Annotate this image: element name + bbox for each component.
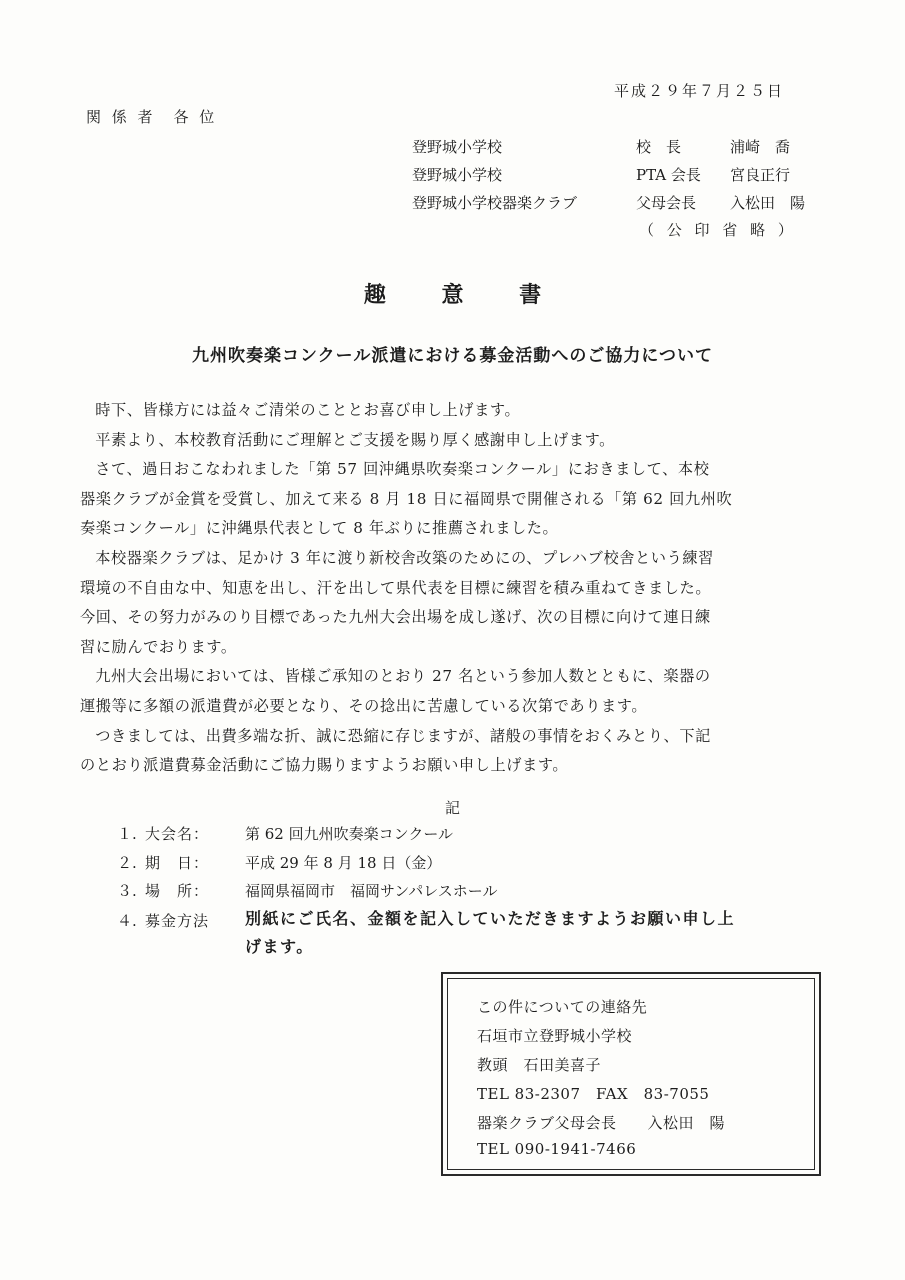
contact-tel-fax: TEL 83-2307 FAX 83-7055 bbox=[477, 1085, 710, 1103]
sender-name: 入松田 陽 bbox=[730, 194, 806, 212]
sender-name: 宮良正行 bbox=[730, 166, 791, 184]
ki-heading: 記 bbox=[444, 799, 460, 817]
item-label: 募金方法 bbox=[145, 912, 210, 930]
item-label: 大会名： bbox=[145, 825, 210, 843]
document-title: 趣 意 書 bbox=[363, 282, 566, 308]
item-value bbox=[245, 905, 735, 961]
item-value: 第 62 回九州吹奏楽コンクール bbox=[245, 825, 454, 843]
sender-name: 浦崎 喬 bbox=[730, 138, 791, 156]
body-text bbox=[80, 396, 830, 781]
addressee: 関 係 者 各 位 bbox=[86, 108, 218, 126]
body-line: 本校器楽クラブは、足かけ 3 年に渡り新校舎改築のためにの、プレハブ校舎という練習 bbox=[95, 548, 714, 567]
contact-person: 教頭 石田美喜子 bbox=[477, 1056, 602, 1074]
body-line: 奏楽コンクール」に沖縄県代表として 8 年ぶりに推薦されました。 bbox=[80, 519, 559, 538]
sender-role: 校 長 bbox=[636, 138, 682, 156]
item-label: 期 日： bbox=[145, 854, 210, 872]
sender-role: 父母会長 bbox=[636, 194, 697, 212]
sender-org: 登野城小学校器楽クラブ bbox=[412, 194, 578, 212]
body-line: 環境の不自由な中、知恵を出し、汗を出して県代表を目標に練習を積み重ねてきました。 bbox=[80, 578, 712, 597]
seal-omitted-note: （ 公 印 省 略 ） bbox=[639, 221, 797, 239]
body-line: 習に励んでおります。 bbox=[80, 637, 237, 656]
contact-heading: この件についての連絡先 bbox=[477, 998, 648, 1016]
body-line: 平素より、本校教育活動にご理解とご支援を賜り厚く感謝申し上げます。 bbox=[95, 430, 615, 449]
item-number: １. bbox=[117, 825, 137, 843]
item-value-line: 別紙にご氏名、金額を記入していただきますようお願い申し上 bbox=[245, 909, 736, 928]
item-value: 平成 29 年 8 月 18 日（金） bbox=[245, 854, 442, 872]
sender-role: PTA 会長 bbox=[636, 166, 701, 184]
body-line: 運搬等に多額の派遣費が必要となり、その捻出に苦慮している次第であります。 bbox=[80, 696, 648, 715]
document-date: 平成２９年７月２５日 bbox=[614, 82, 785, 100]
body-line: 時下、皆様方には益々ご清栄のこととお喜び申し上げます。 bbox=[95, 401, 521, 419]
contact-school: 石垣市立登野城小学校 bbox=[477, 1027, 633, 1045]
contact-club: 器楽クラブ父母会長 入松田 陽 bbox=[477, 1114, 726, 1132]
sender-org: 登野城小学校 bbox=[412, 138, 503, 156]
body-line: 器楽クラブが金賞を受賞し、加えて来る 8 月 18 日に福岡県で開催される「第 62 回九州吹 bbox=[80, 489, 733, 508]
body-line: さて、過日おこなわれました「第 57 回沖縄県吹奏楽コンクール」におきまして、本校 bbox=[95, 460, 710, 479]
body-line: つきましては、出費多端な折、誠に恐縮に存じますが、諸般の事情をおくみとり、下記 bbox=[95, 726, 711, 745]
contact-box bbox=[441, 972, 821, 1176]
item-value-line: げます。 bbox=[245, 937, 314, 956]
item-label: 場 所： bbox=[145, 882, 210, 900]
item-value: 福岡県福岡市 福岡サンパレスホール bbox=[245, 882, 498, 900]
item-number: ３. bbox=[117, 882, 137, 900]
item-number: ２. bbox=[117, 854, 137, 872]
contact-club-tel: TEL 090-1941-7466 bbox=[477, 1140, 637, 1158]
document-subtitle: 九州吹奏楽コンクール派遣における募金活動へのご協力について bbox=[192, 346, 713, 366]
body-line: 九州大会出場においては、皆様ご承知のとおり 27 名という参加人数とともに、楽器の bbox=[95, 667, 711, 686]
body-line: のとおり派遣費募金活動にご協力賜りますようお願い申し上げます。 bbox=[80, 756, 569, 775]
body-line: 今回、その努力がみのり目標であった九州大会出場を成し遂げ、次の目標に向けて連日練 bbox=[80, 608, 711, 627]
item-number: ４. bbox=[117, 912, 137, 930]
sender-org: 登野城小学校 bbox=[412, 166, 503, 184]
